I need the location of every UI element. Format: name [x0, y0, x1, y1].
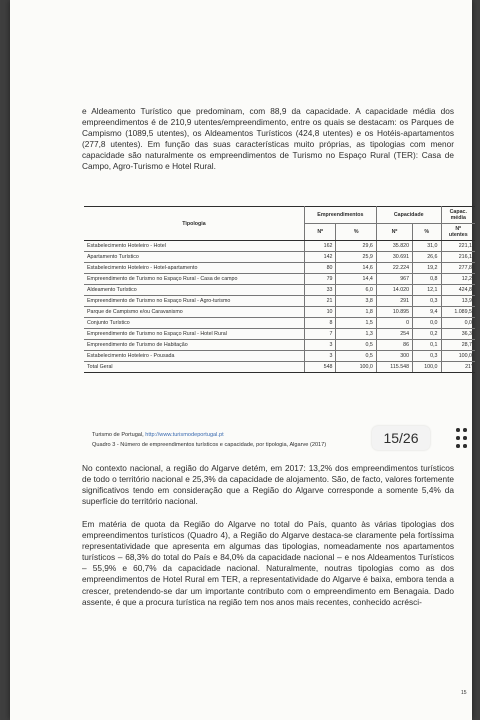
- cell-media: 21': [441, 362, 475, 373]
- cell-tipologia: Conjunto Turístico: [84, 318, 304, 329]
- table-row: [84, 252, 475, 263]
- table-row: [84, 274, 475, 285]
- table-row: [84, 318, 475, 329]
- cell-cap-n: 300: [376, 351, 412, 362]
- cell-cap-pct: 12,1: [413, 285, 441, 296]
- source-label: Turismo de Portugal,: [92, 432, 146, 438]
- cell-media: 36,3: [441, 329, 475, 340]
- subheader-cap-pct: %: [413, 224, 441, 241]
- cell-emp-pct: 100,0: [336, 362, 376, 373]
- more-options-icon[interactable]: [456, 428, 468, 452]
- cell-tipologia: Estabelecimento Hoteleiro - Hotel-apartamento: [84, 263, 304, 274]
- cell-cap-n: 254: [376, 329, 412, 340]
- table-row: [84, 241, 475, 252]
- cell-cap-pct: 19,2: [413, 263, 441, 274]
- document-page: [10, 0, 472, 720]
- cell-media: 216,1: [441, 252, 475, 263]
- cell-emp-pct: 0,5: [336, 351, 376, 362]
- cell-cap-pct: 0,1: [413, 340, 441, 351]
- table-source: [92, 432, 224, 438]
- cell-tipologia: Empreendimento de Turismo no Espaço Rural - Hotel Rural: [84, 329, 304, 340]
- cell-emp-n: 3: [304, 351, 336, 362]
- cell-media: 221,1: [441, 241, 475, 252]
- cell-emp-n: 80: [304, 263, 336, 274]
- subheader-utentes: Nº utentes: [441, 224, 475, 241]
- cell-media: 277,8: [441, 263, 475, 274]
- table-row: [84, 263, 475, 274]
- table-row: [84, 351, 475, 362]
- source-link[interactable]: http://www.turismodeportugal.pt: [145, 432, 224, 438]
- cell-tipologia: Empreendimento de Turismo no Espaço Rural - Casa de campo: [84, 274, 304, 285]
- cell-cap-n: 86: [376, 340, 412, 351]
- cell-media: 100,0: [441, 351, 475, 362]
- cell-tipologia: Total Geral: [84, 362, 304, 373]
- header-tipologia: Tipologia: [84, 207, 304, 241]
- cell-media: 12,2: [441, 274, 475, 285]
- table-row-total: [84, 362, 475, 373]
- cell-cap-n: 22.224: [376, 263, 412, 274]
- cell-emp-pct: 6,0: [336, 285, 376, 296]
- cell-cap-pct: 31,0: [413, 241, 441, 252]
- table-row: [84, 340, 475, 351]
- cell-cap-n: 10.895: [376, 307, 412, 318]
- page-number: 15: [461, 690, 467, 696]
- cell-emp-n: 79: [304, 274, 336, 285]
- cell-emp-n: 7: [304, 329, 336, 340]
- paragraph-capacity: e Aldeamento Turístico que predominam, com 88,9 da capacidade. A capacidade média dos empreendimentos é de 210,9 utentes/empreendimento, entre os quais se destacam: os Parques de Campismo (1089,5 utentes), os Aldeamentos Turísticos (424,8 utentes) e os Hotéis-apartamentos (277,8 utentes). Em função das suas características muito próprias, as tipologias com menor capacidade são naturalmente os empreendimentos de Turismo no Espaço Rural (TER): Casa de Campo, Agro-Turismo e Hotel Rural.: [82, 106, 454, 172]
- table-row: [84, 285, 475, 296]
- cell-emp-n: 3: [304, 340, 336, 351]
- table-quadro-3: [84, 206, 475, 373]
- cell-emp-pct: 14,6: [336, 263, 376, 274]
- cell-cap-pct: 9,4: [413, 307, 441, 318]
- cell-emp-pct: 1,3: [336, 329, 376, 340]
- cell-emp-n: 10: [304, 307, 336, 318]
- subheader-emp-pct: %: [336, 224, 376, 241]
- header-empreendimentos: Empreendimentos: [304, 207, 376, 224]
- subheader-cap-n: Nº: [376, 224, 412, 241]
- table-row: [84, 329, 475, 340]
- cell-cap-pct: 0,2: [413, 329, 441, 340]
- cell-emp-n: 142: [304, 252, 336, 263]
- cell-cap-n: 0: [376, 318, 412, 329]
- cell-emp-pct: 0,5: [336, 340, 376, 351]
- paragraph-quota: Em matéria de quota da Região do Algarve no total do País, quanto às várias tipologias dos empreendimentos turísticos (Quadro 4), a Região do Algarve destaca-se claramente pela fortíssima representatividade que apresenta em algumas das tipologias, nomeadamente nos apartamentos turísticos – 68,3% do total do País e 84,0% da capacidade nacional – e nos Aldeamentos Turísticos – 55,9% e 60,7% da capacidade nacional. Naturalmente, noutras tipologias como as dos empreendimentos de Hotel Rural em TER, a representatividade do Algarve é baixa, embora tenda a crescer, pretendendo-se dar um importante contributo com o empreendimento em Benagaia. Dado assente, é que a procura turística na região tem nos anos mais recentes, conhecido acrésci-: [82, 519, 454, 607]
- cell-cap-n: 35.820: [376, 241, 412, 252]
- subheader-emp-n: Nº: [304, 224, 336, 241]
- cell-media: 424,8: [441, 285, 475, 296]
- cell-tipologia: Empreendimento de Turismo de Habitação: [84, 340, 304, 351]
- cell-cap-pct: 0,8: [413, 274, 441, 285]
- cell-emp-n: 162: [304, 241, 336, 252]
- header-capacidade-media: Capac. média: [441, 207, 475, 224]
- table-caption: Quadro 3 - Número de empreendimentos turísticos e capacidade, por tipologia, Algarve (2017): [92, 442, 327, 448]
- cell-emp-pct: 29,6: [336, 241, 376, 252]
- cell-emp-n: 8: [304, 318, 336, 329]
- cell-emp-pct: 3,8: [336, 296, 376, 307]
- cell-cap-n: 115.548: [376, 362, 412, 373]
- cell-tipologia: Estabelecimento Hoteleiro - Pousada: [84, 351, 304, 362]
- cell-tipologia: Aldeamento Turístico: [84, 285, 304, 296]
- cell-emp-n: 548: [304, 362, 336, 373]
- header-capacidade: Capacidade: [376, 207, 441, 224]
- cell-cap-pct: 0,3: [413, 296, 441, 307]
- cell-media: 0,0: [441, 318, 475, 329]
- table-row: [84, 307, 475, 318]
- cell-emp-n: 21: [304, 296, 336, 307]
- cell-media: 1.089,5: [441, 307, 475, 318]
- cell-tipologia: Empreendimento de Turismo no Espaço Rural - Agro-turismo: [84, 296, 304, 307]
- cell-emp-pct: 1,8: [336, 307, 376, 318]
- cell-media: 28,7: [441, 340, 475, 351]
- cell-emp-n: 33: [304, 285, 336, 296]
- cell-cap-n: 30.691: [376, 252, 412, 263]
- cell-emp-pct: 25,9: [336, 252, 376, 263]
- paragraph-national-context: No contexto nacional, a região do Algarve detém, em 2017: 13,2% dos empreendimentos turísticos de todo o território nacional e 25,3% da capacidade de alojamento. São, de facto, valores fortemente significativos tendo em consideração que a Região do Algarve corresponde a somente 5,4% da superfície do território nacional.: [82, 463, 454, 507]
- cell-emp-pct: 1,5: [336, 318, 376, 329]
- page-indicator[interactable]: 15/26: [372, 426, 430, 450]
- cell-tipologia: Parque de Campismo e/ou Caravanismo: [84, 307, 304, 318]
- cell-cap-pct: 0,0: [413, 318, 441, 329]
- cell-cap-pct: 26,6: [413, 252, 441, 263]
- cell-cap-pct: 0,3: [413, 351, 441, 362]
- cell-emp-pct: 14,4: [336, 274, 376, 285]
- table-row: [84, 296, 475, 307]
- cell-cap-n: 967: [376, 274, 412, 285]
- cell-tipologia: Estabelecimento Hoteleiro - Hotel: [84, 241, 304, 252]
- cell-cap-pct: 100,0: [413, 362, 441, 373]
- cell-cap-n: 291: [376, 296, 412, 307]
- cell-cap-n: 14.020: [376, 285, 412, 296]
- cell-tipologia: Apartamento Turístico: [84, 252, 304, 263]
- cell-media: 13,9: [441, 296, 475, 307]
